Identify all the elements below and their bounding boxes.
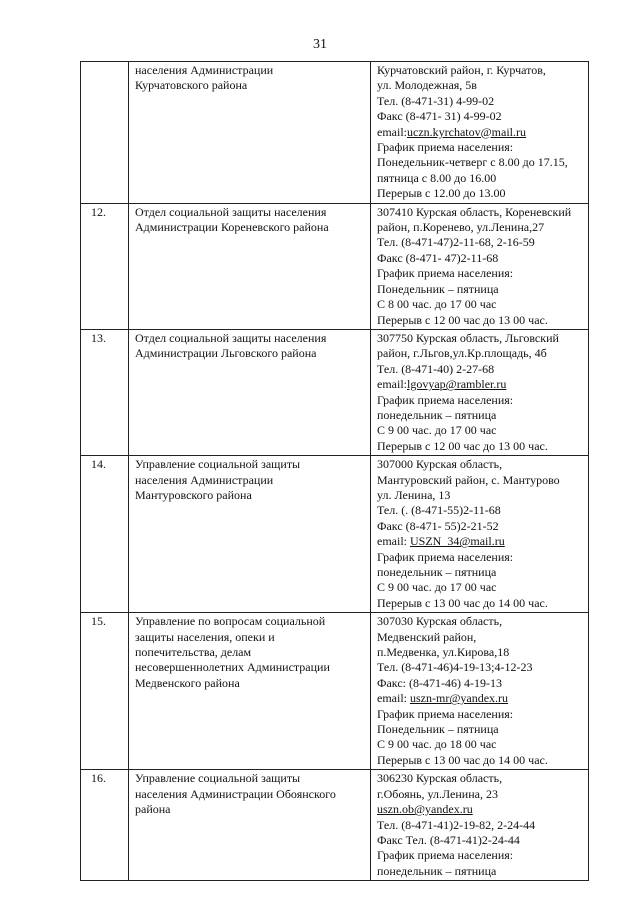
contact-info (371, 329, 589, 455)
table-row (81, 329, 589, 455)
contact-info-line: График приема населения: (377, 140, 514, 155)
contact-info (371, 770, 589, 881)
email-line (377, 802, 584, 817)
contact-info-line: пятница с 8.00 до 16.00 (377, 170, 497, 185)
contact-info-line: 307030 Курская область, (377, 614, 503, 629)
contact-info-line: Факс (8-471- 55)2-21-52 (377, 518, 499, 533)
contact-info-line: ул. Ленина, 13 (377, 487, 451, 502)
contact-info-line: Перерыв с 13 00 час до 14 00 час. (377, 595, 548, 610)
contact-info-line: г.Обоянь, ул.Ленина, 23 (377, 786, 498, 801)
row-number: 13. (81, 329, 129, 455)
email-line (377, 377, 584, 392)
contact-info-line: Медвенский район, (377, 629, 477, 644)
contact-info-line: Мантуровский район, с. Мантурово (377, 472, 560, 487)
row-number (81, 62, 129, 204)
organization-name (129, 62, 371, 204)
contact-info-line: График приема населения: (377, 392, 514, 407)
contact-info-line: График приема населения: (377, 848, 514, 863)
table-row (81, 456, 589, 613)
row-number: 16. (81, 770, 129, 881)
email-line (377, 534, 584, 549)
organization-name (129, 329, 371, 455)
table-row (81, 203, 589, 329)
email-label: email: (377, 691, 410, 706)
table-body (81, 62, 589, 881)
page-number: 31 (313, 37, 327, 52)
email-link[interactable]: uszn.ob@yandex.ru (377, 802, 473, 817)
contact-info-line: Тел. (8-471-31) 4-99-02 (377, 93, 495, 108)
contact-info-line: Курчатовский район, г. Курчатов, (377, 63, 546, 77)
email-link[interactable]: uczn.kyrchatov@mail.ru (407, 124, 527, 139)
email-link[interactable]: USZN_34@mail.ru (410, 534, 505, 549)
contact-info-line: Тел. (8-471-41)2-19-82, 2-24-44 (377, 817, 536, 832)
contact-info-line: График приема населения: (377, 266, 514, 281)
organization-name-line: Курчатовского района (135, 78, 248, 93)
contact-info-line: Тел. (8-471-47)2-11-68, 2-16-59 (377, 235, 535, 250)
contact-info-line: Понедельник-четверг с 8.00 до 17.15, (377, 155, 568, 170)
table-row (81, 613, 589, 770)
organization-name-line: попечительства, делам (135, 645, 252, 660)
contact-info (371, 613, 589, 770)
contact-info-line: Понедельник – пятница (377, 281, 499, 296)
contact-info-line: Перерыв с 12 00 час до 13 00 час. (377, 312, 548, 327)
contact-info-line: Понедельник – пятница (377, 722, 499, 737)
contact-info-line: понедельник – пятница (377, 863, 497, 878)
organization-name-line: Мантуровского района (135, 487, 252, 502)
contact-info (371, 62, 589, 204)
organization-name (129, 613, 371, 770)
organization-name-line: Отдел социальной защиты населения (135, 204, 327, 219)
contact-info-line: Факс Тел. (8-471-41)2-24-44 (377, 832, 520, 847)
contact-info-line: График приема населения: (377, 706, 514, 721)
organization-name-line: населения Администрации (135, 472, 274, 487)
organization-name-line: несовершеннолетних Администрации (135, 660, 330, 675)
organization-name (129, 770, 371, 881)
contact-info-line: Перерыв с 12 00 час до 13 00 час. (377, 438, 548, 453)
organization-name (129, 203, 371, 329)
contact-info-line: Факс (8-471- 47)2-11-68 (377, 250, 499, 265)
row-number: 15. (81, 613, 129, 770)
organization-name-line: Администрации Кореневского района (135, 220, 329, 235)
contacts-table (80, 61, 589, 881)
contact-info-line: район, г.Льгов,ул.Кр.площадь, 4б (377, 346, 547, 361)
row-number: 12. (81, 203, 129, 329)
contact-info-line: 307000 Курская область, (377, 457, 503, 472)
contact-info-line: ул. Молодежная, 5в (377, 78, 477, 93)
contact-info (371, 203, 589, 329)
contact-info-line: С 9 00 час. до 17 00 час (377, 580, 497, 595)
email-label: email: (377, 377, 407, 392)
organization-name-line: района (135, 802, 171, 817)
contact-info-line: График приема населения: (377, 549, 514, 564)
organization-name-line: Управление социальной защиты (135, 457, 301, 472)
organization-name-line: Отдел социальной защиты населения (135, 330, 327, 345)
contact-info-line: понедельник – пятница (377, 565, 497, 579)
email-label: email: (377, 534, 410, 549)
contact-info-line: район, п.Коренево, ул.Ленина,27 (377, 220, 545, 235)
contact-info-line: Тел. (. (8-471-55)2-11-68 (377, 503, 501, 518)
contact-info-line: Перерыв с 13 00 час до 14 00 час. (377, 752, 548, 767)
contact-info-line: 306230 Курская область, (377, 771, 503, 786)
contact-info-line: 307410 Курская область, Кореневский (377, 204, 572, 219)
email-link[interactable]: lgovyap@rambler.ru (407, 377, 507, 392)
organization-name-line: Управление по вопросам социальной (135, 614, 326, 629)
organization-name-line: защиты населения, опеки и (135, 629, 275, 644)
organization-name-line: Администрации Льговского района (135, 346, 317, 361)
organization-name-line: населения Администрации Обоянского (135, 786, 336, 801)
contact-info-line: С 9 00 час. до 18 00 час (377, 737, 497, 752)
email-line (377, 125, 584, 140)
contact-info-line: 307750 Курская область, Льговский (377, 330, 559, 345)
contact-info-line: Тел. (8-471-40) 2-27-68 (377, 361, 495, 376)
contact-info-line: Перерыв с 12.00 до 13.00 (377, 186, 506, 201)
table-row (81, 62, 589, 204)
contact-info-line: Факс (8-471- 31) 4-99-02 (377, 109, 502, 124)
contact-info-line: С 9 00 час. до 17 00 час (377, 423, 497, 438)
organization-name-line: Управление социальной защиты (135, 771, 301, 786)
email-label: email: (377, 124, 407, 139)
contact-info-line: С 8 00 час. до 17 00 час (377, 297, 497, 312)
organization-name-line: Медвенского района (135, 675, 240, 690)
email-line (377, 691, 584, 706)
organization-name (129, 456, 371, 613)
contact-info-line: понедельник – пятница (377, 407, 497, 422)
contact-info-line: п.Медвенка, ул.Кирова,18 (377, 645, 510, 660)
contact-info (371, 456, 589, 613)
contact-info-line: Тел. (8-471-46)4-19-13;4-12-23 (377, 660, 533, 675)
contact-info-line: Факс: (8-471-46) 4-19-13 (377, 675, 502, 690)
table-row (81, 770, 589, 881)
organization-name-line: населения Администрации (135, 63, 274, 77)
row-number: 14. (81, 456, 129, 613)
email-link[interactable]: uszn-mr@yandex.ru (410, 691, 509, 706)
